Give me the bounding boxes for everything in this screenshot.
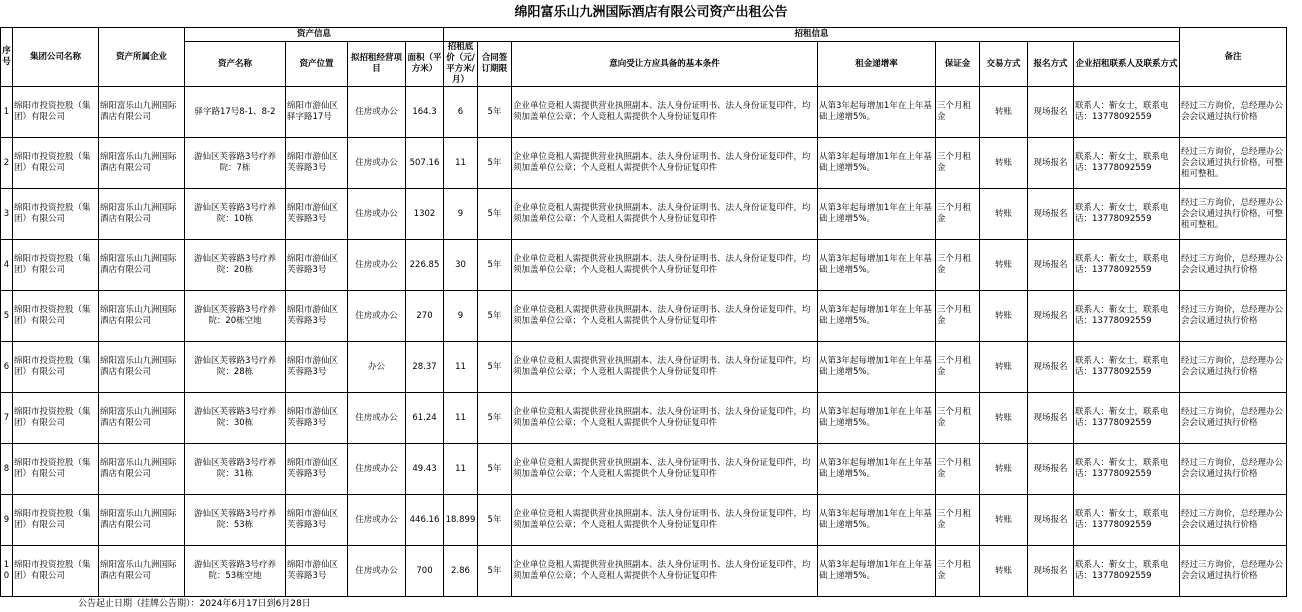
cell-area: 270 <box>406 291 444 342</box>
table-row <box>1 546 1287 597</box>
cell-remark: 经过三方询价，总经理办公会会议通过执行价格 <box>1180 291 1287 342</box>
header-conditions: 意向受让方应具备的基本条件 <box>512 42 818 87</box>
cell-area: 49.43 <box>406 444 444 495</box>
cell-group-company: 绵阳市投资控股（集团）有限公司 <box>13 291 99 342</box>
cell-group-company: 绵阳市投资控股（集团）有限公司 <box>13 342 99 393</box>
cell-asset-location: 绵阳市游仙区芙蓉路3号 <box>286 342 348 393</box>
cell-owner: 绵阳富乐山九洲国际酒店有限公司 <box>99 240 185 291</box>
cell-purpose: 办公 <box>348 342 406 393</box>
cell-area: 61.24 <box>406 393 444 444</box>
table-row <box>1 189 1287 240</box>
header-lease-info: 招租信息 <box>444 28 1180 42</box>
cell-signup-method: 现场报名 <box>1028 546 1074 597</box>
lease-table <box>0 27 1287 597</box>
cell-contract-term: 5年 <box>478 546 512 597</box>
cell-conditions: 企业单位竞租人需提供营业执照副本、法人身份证明书、法人身份证复印件，均须加盖单位公章；个人竞租人需提供个人身份证复印件 <box>512 546 818 597</box>
cell-conditions: 企业单位竞租人需提供营业执照副本、法人身份证明书、法人身份证复印件，均须加盖单位公章；个人竞租人需提供个人身份证复印件 <box>512 138 818 189</box>
cell-signup-method: 现场报名 <box>1028 240 1074 291</box>
cell-signup-method: 现场报名 <box>1028 189 1074 240</box>
cell-trade-method: 转账 <box>980 138 1028 189</box>
cell-base-price: 9 <box>444 291 478 342</box>
cell-asset-location: 绵阳市游仙区芙蓉路3号 <box>286 495 348 546</box>
header-row-1 <box>1 28 1287 42</box>
cell-owner: 绵阳富乐山九洲国际酒店有限公司 <box>99 495 185 546</box>
cell-owner: 绵阳富乐山九洲国际酒店有限公司 <box>99 87 185 138</box>
cell-area: 28.37 <box>406 342 444 393</box>
cell-base-price: 2.86 <box>444 546 478 597</box>
cell-base-price: 11 <box>444 342 478 393</box>
cell-contract-term: 5年 <box>478 189 512 240</box>
cell-conditions: 企业单位竞租人需提供营业执照副本、法人身份证明书、法人身份证复印件，均须加盖单位公章；个人竞租人需提供个人身份证复印件 <box>512 291 818 342</box>
table-row <box>1 138 1287 189</box>
header-purpose: 拟招租经营项目 <box>348 42 406 87</box>
cell-owner: 绵阳富乐山九洲国际酒店有限公司 <box>99 138 185 189</box>
cell-deposit: 三个月租金 <box>936 546 980 597</box>
cell-area: 1302 <box>406 189 444 240</box>
cell-asset-location: 绵阳市游仙区芙蓉路3号 <box>286 546 348 597</box>
header-signup-method: 报名方式 <box>1028 42 1074 87</box>
cell-remark: 经过三方询价，总经理办公会会议通过执行价格 <box>1180 393 1287 444</box>
cell-area: 226.85 <box>406 240 444 291</box>
cell-contract-term: 5年 <box>478 495 512 546</box>
cell-purpose: 住房或办公 <box>348 393 406 444</box>
cell-asset-location: 绵阳市游仙区芙蓉路3号 <box>286 393 348 444</box>
cell-signup-method: 现场报名 <box>1028 138 1074 189</box>
cell-signup-method: 现场报名 <box>1028 495 1074 546</box>
cell-asset-name: 游仙区芙蓉路3号疗养院：7栋 <box>185 138 286 189</box>
table-row <box>1 291 1287 342</box>
cell-seq: 5 <box>1 291 13 342</box>
cell-seq: 6 <box>1 342 13 393</box>
cell-trade-method: 转账 <box>980 189 1028 240</box>
cell-trade-method: 转账 <box>980 546 1028 597</box>
cell-trade-method: 转账 <box>980 393 1028 444</box>
cell-contact: 联系人：靳女士，联系电话：13778092559 <box>1074 240 1180 291</box>
cell-contract-term: 5年 <box>478 444 512 495</box>
cell-contract-term: 5年 <box>478 291 512 342</box>
cell-trade-method: 转账 <box>980 291 1028 342</box>
cell-signup-method: 现场报名 <box>1028 87 1074 138</box>
cell-contract-term: 5年 <box>478 138 512 189</box>
cell-group-company: 绵阳市投资控股（集团）有限公司 <box>13 444 99 495</box>
cell-purpose: 住房或办公 <box>348 546 406 597</box>
cell-purpose: 住房或办公 <box>348 444 406 495</box>
cell-conditions: 企业单位竞租人需提供营业执照副本、法人身份证明书、法人身份证复印件，均须加盖单位公章；个人竞租人需提供个人身份证复印件 <box>512 189 818 240</box>
cell-asset-location: 绵阳市游仙区驿字路17号 <box>286 87 348 138</box>
cell-asset-name: 游仙区芙蓉路3号疗养院：53栋 <box>185 495 286 546</box>
cell-asset-name: 游仙区芙蓉路3号疗养院：31栋 <box>185 444 286 495</box>
cell-rent-increase: 从第3年起每增加1年在上年基础上递增5%。 <box>818 342 936 393</box>
cell-purpose: 住房或办公 <box>348 495 406 546</box>
cell-trade-method: 转账 <box>980 495 1028 546</box>
cell-deposit: 三个月租金 <box>936 240 980 291</box>
cell-remark: 经过三方询价，总经理办公会会议通过执行价格 <box>1180 444 1287 495</box>
cell-seq: 8 <box>1 444 13 495</box>
header-group-company: 集团公司名称 <box>13 28 99 87</box>
cell-asset-name: 游仙区芙蓉路3号疗养院：28栋 <box>185 342 286 393</box>
table-row <box>1 495 1287 546</box>
cell-area: 446.16 <box>406 495 444 546</box>
cell-deposit: 三个月租金 <box>936 495 980 546</box>
cell-base-price: 11 <box>444 138 478 189</box>
cell-contract-term: 5年 <box>478 240 512 291</box>
cell-purpose: 住房或办公 <box>348 87 406 138</box>
cell-asset-name: 游仙区芙蓉路3号疗养院：20栋 <box>185 240 286 291</box>
header-owner: 资产所属企业 <box>99 28 185 87</box>
table-row <box>1 342 1287 393</box>
cell-rent-increase: 从第3年起每增加1年在上年基础上递增5%。 <box>818 546 936 597</box>
cell-rent-increase: 从第3年起每增加1年在上年基础上递增5%。 <box>818 240 936 291</box>
header-row-2 <box>1 42 1287 87</box>
cell-contact: 联系人：靳女士，联系电话：13778092559 <box>1074 138 1180 189</box>
cell-trade-method: 转账 <box>980 444 1028 495</box>
cell-contact: 联系人：靳女士，联系电话：13778092559 <box>1074 444 1180 495</box>
cell-conditions: 企业单位竞租人需提供营业执照副本、法人身份证明书、法人身份证复印件，均须加盖单位公章；个人竞租人需提供个人身份证复印件 <box>512 87 818 138</box>
cell-rent-increase: 从第3年起每增加1年在上年基础上递增5%。 <box>818 393 936 444</box>
header-area: 面积（平方米） <box>406 42 444 87</box>
cell-signup-method: 现场报名 <box>1028 444 1074 495</box>
cell-remark: 经过三方询价，总经理办公会会议通过执行价格 <box>1180 495 1287 546</box>
cell-owner: 绵阳富乐山九洲国际酒店有限公司 <box>99 444 185 495</box>
header-remarks: 备注 <box>1180 28 1287 87</box>
cell-remark: 经过三方询价，总经理办公会会议通过执行价格 <box>1180 342 1287 393</box>
cell-seq: 3 <box>1 189 13 240</box>
cell-owner: 绵阳富乐山九洲国际酒店有限公司 <box>99 291 185 342</box>
cell-trade-method: 转账 <box>980 87 1028 138</box>
cell-deposit: 三个月租金 <box>936 189 980 240</box>
cell-group-company: 绵阳市投资控股（集团）有限公司 <box>13 138 99 189</box>
header-trade-method: 交易方式 <box>980 42 1028 87</box>
cell-rent-increase: 从第3年起每增加1年在上年基础上递增5%。 <box>818 87 936 138</box>
cell-base-price: 11 <box>444 444 478 495</box>
cell-base-price: 11 <box>444 393 478 444</box>
cell-seq: 7 <box>1 393 13 444</box>
cell-deposit: 三个月租金 <box>936 87 980 138</box>
table-row <box>1 444 1287 495</box>
cell-remark: 经过三方询价，总经理办公会会议通过执行价格，可整租可整租。 <box>1180 138 1287 189</box>
cell-area: 164.3 <box>406 87 444 138</box>
cell-owner: 绵阳富乐山九洲国际酒店有限公司 <box>99 393 185 444</box>
cell-asset-location: 绵阳市游仙区芙蓉路3号 <box>286 444 348 495</box>
cell-seq: 4 <box>1 240 13 291</box>
cell-trade-method: 转账 <box>980 342 1028 393</box>
cell-rent-increase: 从第3年起每增加1年在上年基础上递增5%。 <box>818 444 936 495</box>
cell-trade-method: 转账 <box>980 240 1028 291</box>
header-asset-name: 资产名称 <box>185 42 286 87</box>
cell-remark: 经过三方询价，总经理办公会会议通过执行价格，可整租可整租。 <box>1180 189 1287 240</box>
cell-asset-name: 游仙区芙蓉路3号疗养院：20栋空地 <box>185 291 286 342</box>
cell-deposit: 三个月租金 <box>936 138 980 189</box>
table-row <box>1 393 1287 444</box>
cell-asset-location: 绵阳市游仙区芙蓉路3号 <box>286 138 348 189</box>
cell-signup-method: 现场报名 <box>1028 291 1074 342</box>
cell-deposit: 三个月租金 <box>936 342 980 393</box>
table-row <box>1 240 1287 291</box>
cell-seq: 9 <box>1 495 13 546</box>
cell-contact: 联系人：靳女士，联系电话：13778092559 <box>1074 495 1180 546</box>
cell-conditions: 企业单位竞租人需提供营业执照副本、法人身份证明书、法人身份证复印件，均须加盖单位公章；个人竞租人需提供个人身份证复印件 <box>512 342 818 393</box>
cell-group-company: 绵阳市投资控股（集团）有限公司 <box>13 495 99 546</box>
table-row <box>1 87 1287 138</box>
cell-owner: 绵阳富乐山九洲国际酒店有限公司 <box>99 342 185 393</box>
cell-asset-name: 游仙区芙蓉路3号疗养院：10栋 <box>185 189 286 240</box>
cell-seq: 1 <box>1 87 13 138</box>
header-contact: 企业招租联系人及联系方式 <box>1074 42 1180 87</box>
cell-asset-name: 游仙区芙蓉路3号疗养院：53栋空地 <box>185 546 286 597</box>
header-asset-location: 资产位置 <box>286 42 348 87</box>
cell-seq: 10 <box>1 546 13 597</box>
cell-seq: 2 <box>1 138 13 189</box>
cell-rent-increase: 从第3年起每增加1年在上年基础上递增5%。 <box>818 189 936 240</box>
cell-owner: 绵阳富乐山九洲国际酒店有限公司 <box>99 546 185 597</box>
cell-asset-location: 绵阳市游仙区芙蓉路3号 <box>286 291 348 342</box>
page-title: 绵阳富乐山九洲国际酒店有限公司资产出租公告 <box>514 5 788 20</box>
cell-base-price: 18.899 <box>444 495 478 546</box>
cell-asset-name: 驿字路17号8-1、8-2 <box>185 87 286 138</box>
cell-group-company: 绵阳市投资控股（集团）有限公司 <box>13 87 99 138</box>
cell-conditions: 企业单位竞租人需提供营业执照副本、法人身份证明书、法人身份证复印件，均须加盖单位公章；个人竞租人需提供个人身份证复印件 <box>512 393 818 444</box>
cell-contact: 联系人：靳女士，联系电话：13778092559 <box>1074 342 1180 393</box>
cell-asset-name: 游仙区芙蓉路3号疗养院：30栋 <box>185 393 286 444</box>
cell-signup-method: 现场报名 <box>1028 393 1074 444</box>
cell-contact: 联系人：靳女士，联系电话：13778092559 <box>1074 393 1180 444</box>
cell-contact: 联系人：靳女士，联系电话：13778092559 <box>1074 189 1180 240</box>
cell-rent-increase: 从第3年起每增加1年在上年基础上递增5%。 <box>818 495 936 546</box>
cell-remark: 经过三方询价，总经理办公会会议通过执行价格 <box>1180 87 1287 138</box>
cell-contract-term: 5年 <box>478 393 512 444</box>
cell-deposit: 三个月租金 <box>936 291 980 342</box>
cell-conditions: 企业单位竞租人需提供营业执照副本、法人身份证明书、法人身份证复印件，均须加盖单位公章；个人竞租人需提供个人身份证复印件 <box>512 444 818 495</box>
cell-base-price: 30 <box>444 240 478 291</box>
cell-group-company: 绵阳市投资控股（集团）有限公司 <box>13 189 99 240</box>
cell-purpose: 住房或办公 <box>348 291 406 342</box>
cell-group-company: 绵阳市投资控股（集团）有限公司 <box>13 240 99 291</box>
cell-conditions: 企业单位竞租人需提供营业执照副本、法人身份证明书、法人身份证复印件，均须加盖单位公章；个人竞租人需提供个人身份证复印件 <box>512 240 818 291</box>
announcement-period: 公告起止日期（挂牌公告期）：2024年6月17日到6月28日 <box>78 599 311 609</box>
cell-area: 507.16 <box>406 138 444 189</box>
cell-contract-term: 5年 <box>478 87 512 138</box>
header-asset-info: 资产信息 <box>185 28 444 42</box>
header-contract-term: 合同签订期限 <box>478 42 512 87</box>
cell-contact: 联系人：靳女士，联系电话：13778092559 <box>1074 546 1180 597</box>
cell-contact: 联系人：靳女士，联系电话：13778092559 <box>1074 291 1180 342</box>
cell-base-price: 9 <box>444 189 478 240</box>
cell-deposit: 三个月租金 <box>936 444 980 495</box>
cell-area: 700 <box>406 546 444 597</box>
cell-conditions: 企业单位竞租人需提供营业执照副本、法人身份证明书、法人身份证复印件，均须加盖单位公章；个人竞租人需提供个人身份证复印件 <box>512 495 818 546</box>
cell-rent-increase: 从第3年起每增加1年在上年基础上递增5%。 <box>818 138 936 189</box>
cell-purpose: 住房或办公 <box>348 240 406 291</box>
cell-owner: 绵阳富乐山九洲国际酒店有限公司 <box>99 189 185 240</box>
cell-asset-location: 绵阳市游仙区芙蓉路3号 <box>286 240 348 291</box>
cell-group-company: 绵阳市投资控股（集团）有限公司 <box>13 546 99 597</box>
cell-asset-location: 绵阳市游仙区芙蓉路3号 <box>286 189 348 240</box>
cell-purpose: 住房或办公 <box>348 189 406 240</box>
cell-group-company: 绵阳市投资控股（集团）有限公司 <box>13 393 99 444</box>
header-base-price: 招租底价（元/平方米/月） <box>444 42 478 87</box>
header-rent-increase: 租金递增率 <box>818 42 936 87</box>
header-deposit: 保证金 <box>936 42 980 87</box>
header-seq: 序号 <box>1 28 13 87</box>
cell-base-price: 6 <box>444 87 478 138</box>
cell-rent-increase: 从第3年起每增加1年在上年基础上递增5%。 <box>818 291 936 342</box>
cell-remark: 经过三方询价，总经理办公会会议通过执行价格 <box>1180 546 1287 597</box>
cell-signup-method: 现场报名 <box>1028 342 1074 393</box>
cell-deposit: 三个月租金 <box>936 393 980 444</box>
cell-purpose: 住房或办公 <box>348 138 406 189</box>
cell-contract-term: 5年 <box>478 342 512 393</box>
cell-remark: 经过三方询价，总经理办公会会议通过执行价格 <box>1180 240 1287 291</box>
cell-contact: 联系人：靳女士，联系电话：13778092559 <box>1074 87 1180 138</box>
